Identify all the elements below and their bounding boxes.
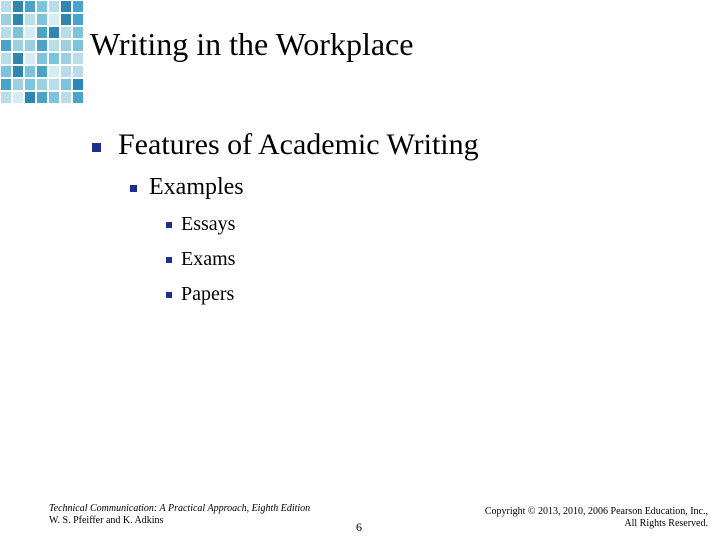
mosaic-tile: [13, 79, 23, 90]
mosaic-tile: [1, 27, 11, 38]
mosaic-tile: [25, 40, 35, 51]
footer-copyright: [485, 506, 708, 530]
mosaic-tile: [73, 92, 83, 103]
mosaic-tile: [1, 1, 11, 12]
mosaic-tile: [73, 66, 83, 77]
mosaic-tile: [73, 27, 83, 38]
mosaic-tile: [49, 14, 59, 25]
bullet-level2-icon: [130, 185, 137, 192]
heading-features: Features of Academic Writing: [118, 128, 479, 161]
mosaic-tile: [25, 92, 35, 103]
mosaic-tile: [1, 79, 11, 90]
mosaic-tile: [25, 53, 35, 64]
copyright-line1: Copyright © 2013, 2010, 2006 Pearson Education, Inc.,: [484, 506, 708, 517]
mosaic-tile: [37, 40, 47, 51]
mosaic-tile: [13, 92, 23, 103]
mosaic-tile: [61, 79, 71, 90]
mosaic-tile: [49, 27, 59, 38]
bullet-level3-icon: [166, 222, 172, 228]
mosaic-tile: [49, 92, 59, 103]
bullet-level3-icon: [166, 292, 172, 298]
mosaic-tile: [49, 79, 59, 90]
mosaic-tile: [73, 40, 83, 51]
subheading-examples: Examples: [149, 174, 244, 200]
slide-title: Writing in the Workplace: [90, 26, 414, 62]
mosaic-tile: [37, 92, 47, 103]
footer-citation: [49, 503, 310, 527]
mosaic-tile: [73, 79, 83, 90]
mosaic-tile: [1, 53, 11, 64]
mosaic-tile: [13, 40, 23, 51]
mosaic-tile: [61, 92, 71, 103]
mosaic-tile: [37, 1, 47, 12]
mosaic-tile: [37, 27, 47, 38]
mosaic-tile: [37, 66, 47, 77]
mosaic-tile: [73, 53, 83, 64]
mosaic-tile: [49, 53, 59, 64]
mosaic-tile: [73, 14, 83, 25]
mosaic-tile-decoration: [0, 0, 86, 104]
mosaic-tile: [25, 14, 35, 25]
mosaic-tile: [25, 79, 35, 90]
list-item-exams: Exams: [181, 248, 236, 270]
mosaic-tile: [1, 14, 11, 25]
mosaic-tile: [25, 66, 35, 77]
mosaic-tile: [1, 92, 11, 103]
mosaic-tile: [61, 66, 71, 77]
mosaic-tile: [13, 1, 23, 12]
mosaic-tile: [25, 1, 35, 12]
mosaic-tile: [13, 14, 23, 25]
mosaic-tile: [1, 66, 11, 77]
copyright-line2: All Rights Reserved.: [624, 518, 708, 529]
list-item-papers: Papers: [181, 283, 235, 305]
list-item-essays: Essays: [181, 213, 236, 235]
mosaic-tile: [49, 40, 59, 51]
mosaic-tile: [13, 27, 23, 38]
footer-book-title: Technical Communication: A Practical Approach, Eighth Edition: [49, 503, 311, 514]
mosaic-tile: [61, 14, 71, 25]
mosaic-tile: [37, 14, 47, 25]
mosaic-tile: [49, 66, 59, 77]
bullet-level3-icon: [166, 257, 172, 263]
mosaic-tile: [13, 66, 23, 77]
mosaic-tile: [49, 1, 59, 12]
bullet-level1-icon: [92, 143, 101, 152]
mosaic-tile: [61, 53, 71, 64]
footer-authors: W. S. Pfeiffer and K. Adkins: [49, 515, 164, 526]
mosaic-tile: [61, 1, 71, 12]
mosaic-tile: [25, 27, 35, 38]
page-number: 6: [356, 520, 362, 534]
mosaic-tile: [61, 40, 71, 51]
mosaic-tile: [61, 27, 71, 38]
mosaic-tile: [13, 53, 23, 64]
mosaic-tile: [37, 53, 47, 64]
mosaic-tile: [37, 79, 47, 90]
mosaic-tile: [1, 40, 11, 51]
mosaic-tile: [73, 1, 83, 12]
